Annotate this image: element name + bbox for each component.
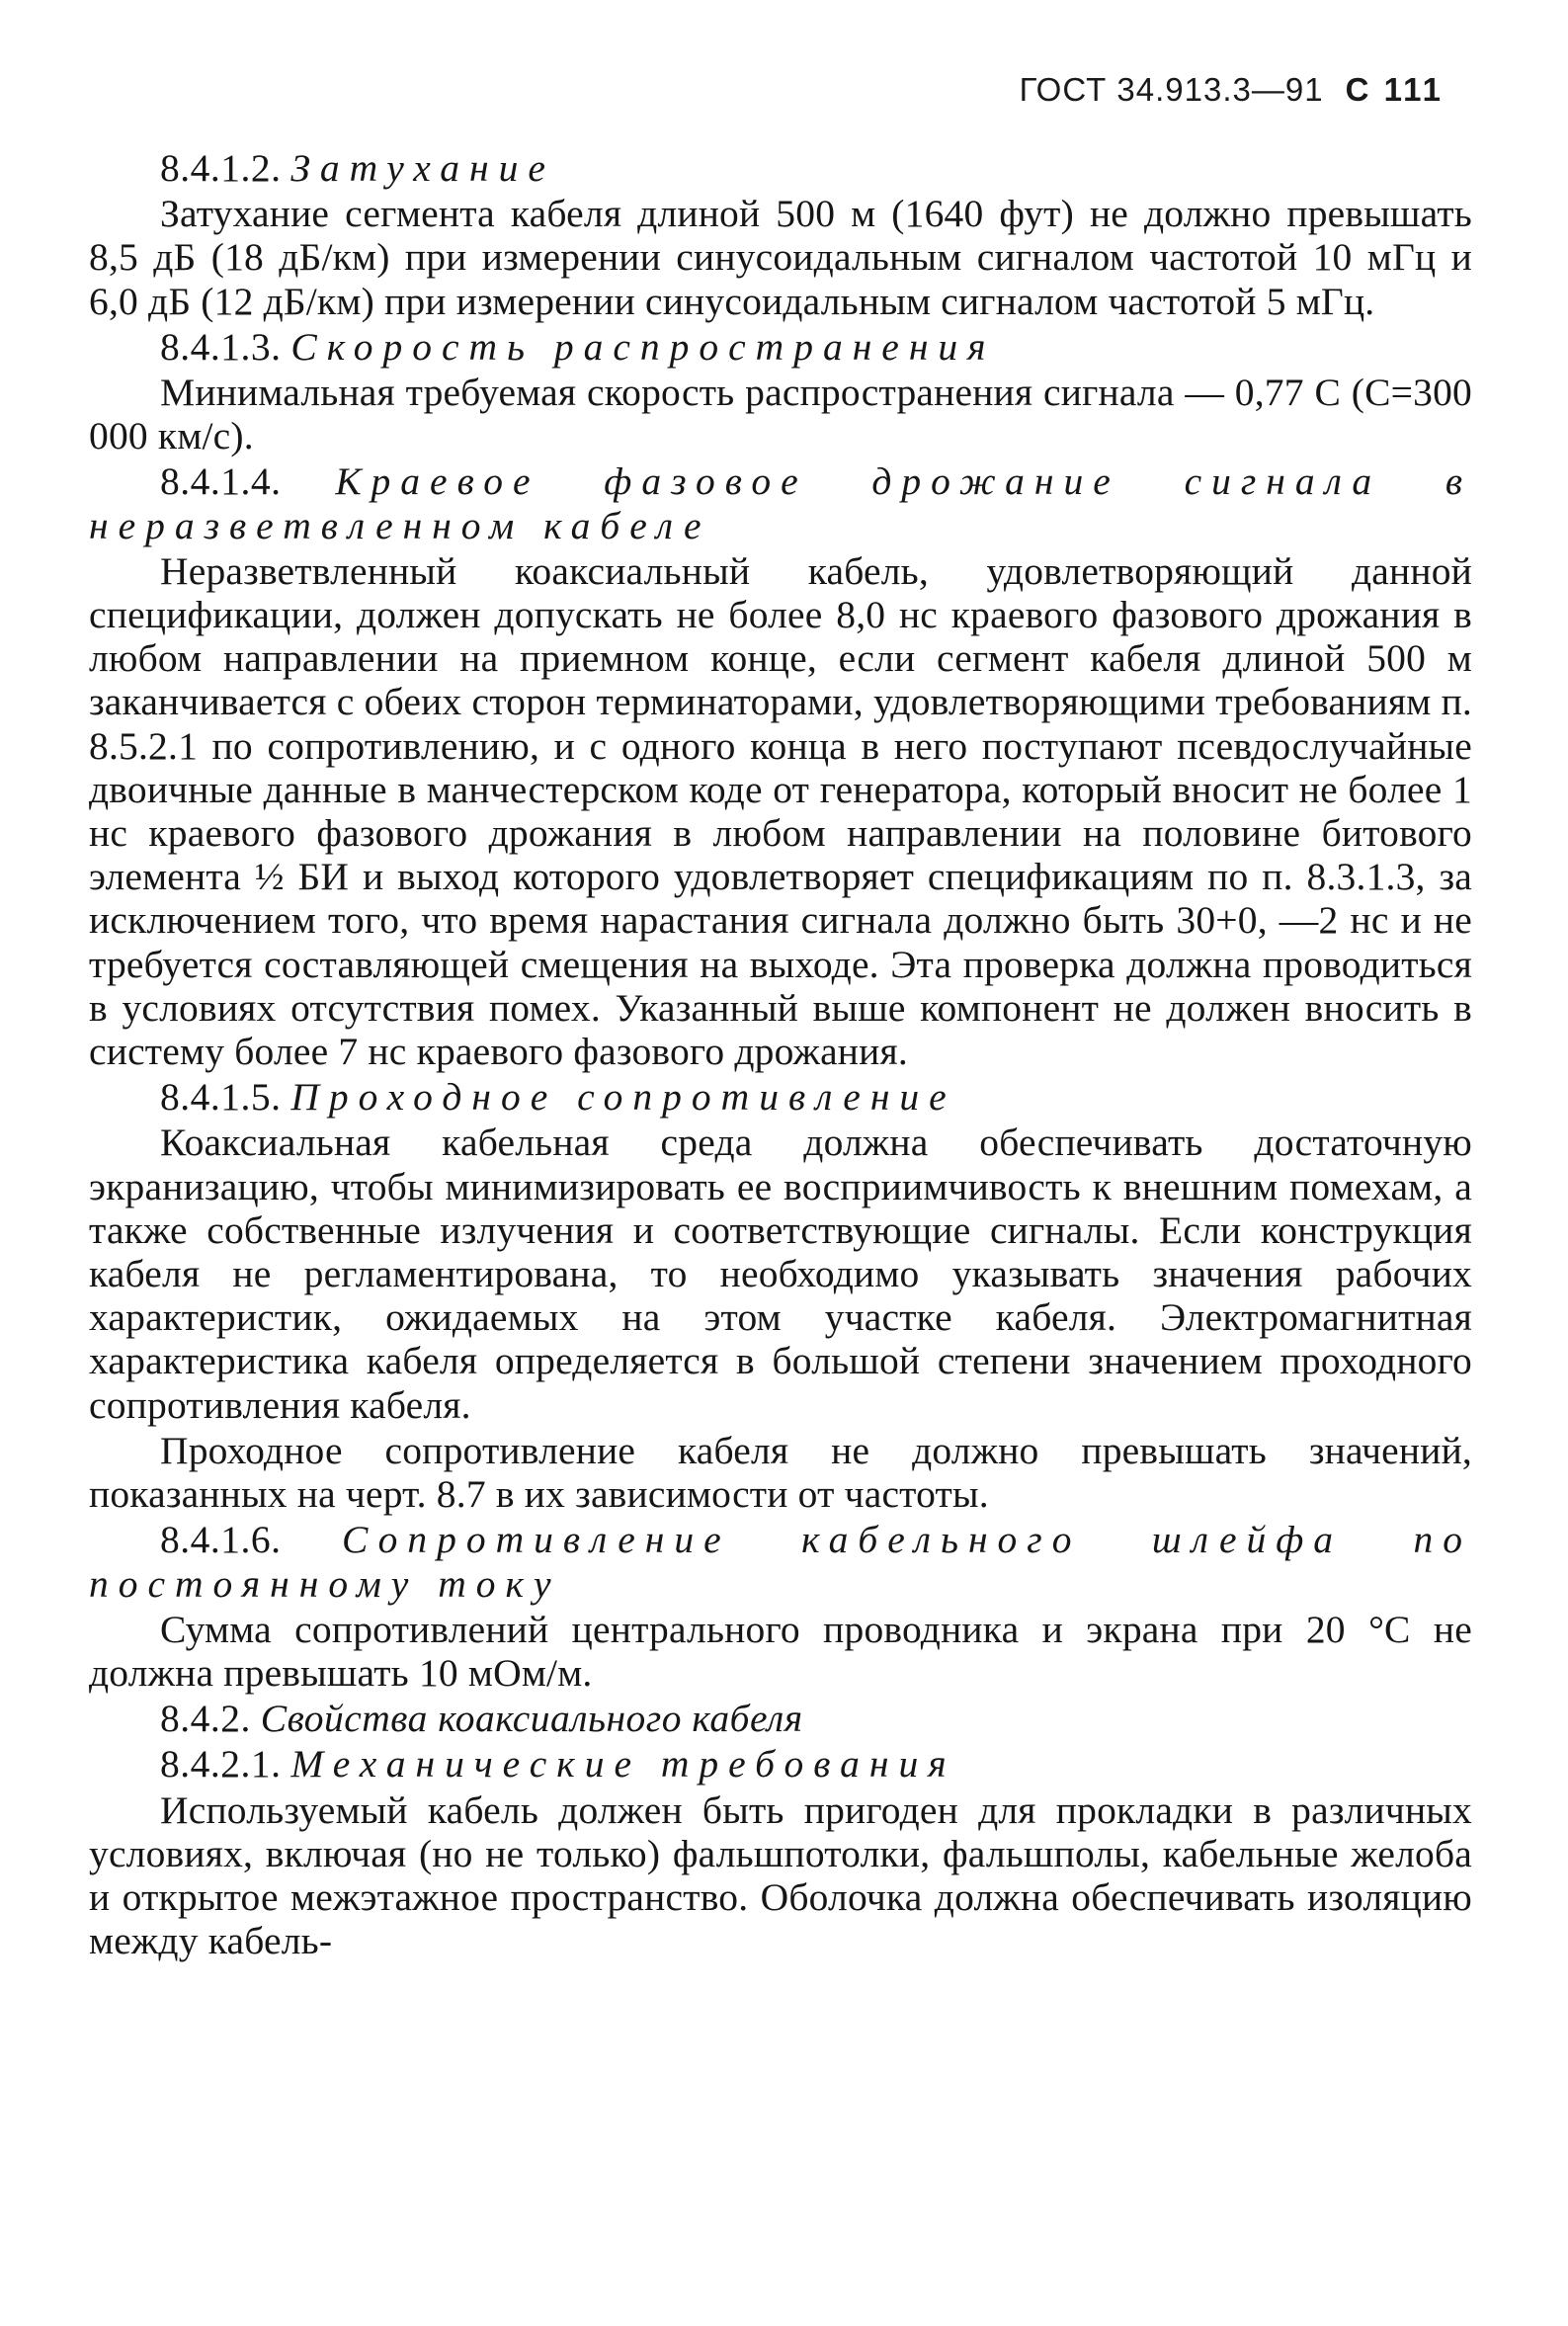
paragraph-propagation-speed: Минимальная требуемая скорость распространения сигнала — 0,77 С (С=300 000 км/с). (89, 371, 1472, 458)
section-number: 8.4.1.2. (160, 146, 282, 190)
section-heading-8-4-1-5 (89, 1075, 1472, 1119)
section-title: Свойства коаксиального кабеля (260, 1697, 803, 1741)
paragraph-transfer-impedance-1: Коаксиальная кабельная среда должна обеспечивать достаточную экранизацию, чтобы минимизировать ее восприимчивость к внешним помехам, а также собственные излучения и соответствующие сигналы. Если конструкция кабеля не регламентирована, то необходимо указывать значения рабочих характеристик, ожидаемых на этом участке кабеля. Электромагнитная характеристика кабеля определяется в большой степени значением проходного сопротивления кабеля. (89, 1121, 1472, 1427)
section-title: Затухание (290, 146, 555, 190)
section-number: 8.4.1.3. (160, 324, 282, 369)
section-heading-8-4-1-4 (89, 459, 1472, 546)
paragraph-transfer-impedance-2: Проходное сопротивление кабеля не должно превышать значений, показанных на черт. 8.7 в их зависимости от частоты. (89, 1428, 1472, 1517)
paragraph-attenuation: Затухание сегмента кабеля длиной 500 м (1640 фут) не должно превышать 8,5 дБ (18 дБ/км) при измерении синусоидальным сигналом частотой 10 мГц и 6,0 дБ (12 дБ/км) при измерении синусоидальным сигналом частотой 5 мГц. (89, 192, 1472, 323)
section-number: 8.4.2.1. (160, 1742, 282, 1786)
section-heading-8-4-1-3 (89, 325, 1472, 369)
standard-code: ГОСТ 34.913.3—91 (1019, 71, 1324, 108)
page-header (1020, 71, 1444, 109)
section-number: 8.4.1.6. (160, 1518, 282, 1562)
page-number: С 111 (1345, 71, 1444, 108)
section-title: Краевое фазовое дрожание сигнала в неразветвленном кабеле (89, 459, 1473, 547)
section-title: Механические требования (290, 1742, 956, 1786)
section-number: 8.4.2. (160, 1697, 251, 1741)
section-heading-8-4-2 (89, 1697, 1472, 1740)
section-title: Скорость распространения (290, 324, 996, 369)
paragraph-mechanical: Используемый кабель должен быть пригоден для прокладки в различных условиях, включая (но не только) фальшпотолки, фальшполы, кабельные желоба и открытое межэтажное пространство. Оболочка должна обеспечивать изоляцию между кабель- (89, 1787, 1472, 1963)
section-number: 8.4.1.4. (160, 459, 282, 504)
section-number: 8.4.1.5. (160, 1075, 282, 1120)
section-title: Проходное сопротивление (290, 1075, 956, 1120)
paragraph-loop-resistance: Сумма сопротивлений центрального проводника и экрана при 20 °С не должна превышать 10 мОм/м. (89, 1607, 1472, 1695)
section-heading-8-4-2-1 (89, 1742, 1472, 1786)
section-heading-8-4-1-2 (89, 146, 1472, 190)
section-title: Сопротивление кабельного шлейфа по постоянному току (89, 1518, 1472, 1606)
paragraph-jitter: Неразветвленный коаксиальный кабель, удовлетворяющий данной спецификации, должен допускать не более 8,0 нс краевого фазового дрожания в любом направлении на приемном конце, если сегмент кабеля длиной 500 м заканчивается с обеих сторон терминаторами, удовлетворяющими требованиям п. 8.5.2.1 по сопротивлению, и с одного конца в него поступают псевдослучайные двоичные данные в манчестерском коде от генератора, который вносит не более 1 нс краевого фазового дрожания в любом направлении на половине битового элемента ½ БИ и выход которого удовлетворяет спецификациям по п. 8.3.1.3, за исключением того, что время нарастания сигнала должно быть 30+0, —2 нс и не требуется составляющей смещения на выходе. Эта проверка должна проводиться в условиях отсутствия помех. Указанный выше компонент не должен вносить в систему более 7 нс краевого фазового дрожания. (89, 548, 1472, 1074)
section-heading-8-4-1-6 (89, 1518, 1472, 1605)
document-body (89, 146, 1472, 1964)
